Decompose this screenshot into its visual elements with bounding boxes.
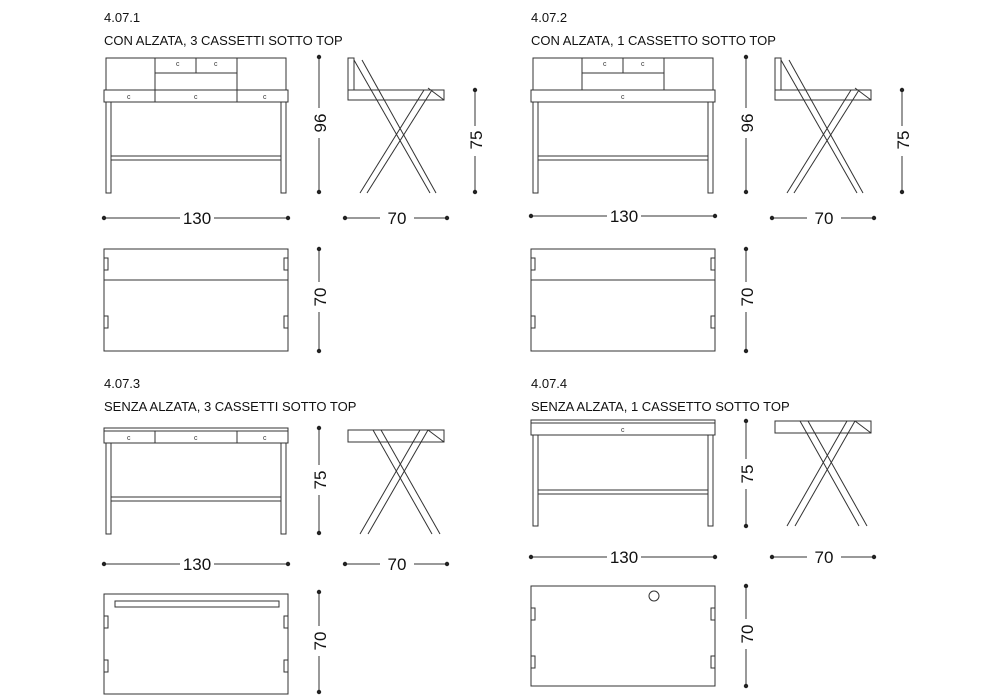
leg: [106, 102, 111, 193]
dimension-label: 130: [609, 548, 639, 567]
drawer-handle: c: [641, 61, 645, 68]
front-elevation: [104, 58, 288, 193]
dimension-label: 96: [311, 113, 330, 133]
side-elevation: [775, 58, 871, 193]
drawer-handle: c: [194, 435, 198, 442]
plan-view: [531, 249, 715, 351]
dimension-width: [102, 208, 290, 228]
dimension-plan-depth: [735, 247, 757, 353]
front-elevation: [104, 428, 288, 534]
cable-grommet: [649, 591, 659, 601]
plan-view: [104, 594, 288, 694]
plan-view: [531, 586, 715, 686]
dimension-depth: [770, 547, 876, 567]
variant-code: 4.07.2: [531, 10, 568, 25]
dimension-label: 70: [387, 209, 407, 228]
dimension-width: [529, 206, 717, 226]
side-elevation: [348, 430, 444, 534]
variant-caption: CON ALZATA, 1 CASSETTO SOTTO TOP: [531, 33, 776, 48]
drawer-handle: c: [127, 435, 131, 442]
dimension-label: 70: [311, 631, 330, 651]
variant-caption: SENZA ALZATA, 3 CASSETTI SOTTO TOP: [104, 399, 357, 414]
dimension-label: 75: [894, 130, 913, 150]
drawer-handle: c: [621, 427, 625, 434]
plan-view: [104, 249, 288, 351]
dimension-label: 130: [609, 207, 639, 226]
dimension-label: 75: [738, 464, 757, 484]
drawer-handle: c: [194, 94, 198, 101]
dimension-label: 70: [387, 555, 407, 574]
dimension-label: 96: [738, 113, 757, 133]
dimension-depth: [343, 208, 449, 228]
dimension-height: [308, 55, 330, 194]
dimension-label: 70: [311, 287, 330, 307]
dimension-plan-depth: [308, 590, 330, 694]
drawer-handle: c: [214, 61, 218, 68]
dimension-desk-height: [891, 88, 913, 194]
drawer-handle: c: [176, 61, 180, 68]
variant-caption: CON ALZATA, 3 CASSETTI SOTTO TOP: [104, 33, 343, 48]
drawer-handle: c: [127, 94, 131, 101]
dimension-label: 70: [814, 209, 834, 228]
variant-code: 4.07.1: [104, 10, 141, 25]
leg: [281, 102, 286, 193]
dimension-height: [735, 419, 757, 528]
variant-code: 4.07.3: [104, 376, 141, 391]
dimension-label: 75: [311, 470, 330, 490]
dimension-label: 130: [182, 555, 212, 574]
variant-4-07-3: [102, 376, 449, 694]
variant-4-07-2: [529, 10, 913, 353]
dimension-label: 75: [467, 130, 486, 150]
drawer-handle: c: [603, 61, 607, 68]
dimension-desk-height: [464, 88, 486, 194]
variant-caption: SENZA ALZATA, 1 CASSETTO SOTTO TOP: [531, 399, 790, 414]
dimension-label: 70: [738, 624, 757, 644]
side-elevation: [775, 421, 871, 526]
dimension-width: [102, 554, 290, 574]
variant-4-07-4: [529, 376, 876, 688]
variant-code: 4.07.4: [531, 376, 568, 391]
dimension-plan-depth: [308, 247, 330, 353]
front-elevation: [531, 58, 715, 193]
dimension-label: 130: [182, 209, 212, 228]
drawer-handle: c: [621, 94, 625, 101]
dimension-plan-depth: [735, 584, 757, 688]
variant-4-07-1: [102, 10, 486, 353]
drawer-handle: c: [263, 435, 267, 442]
front-elevation: [531, 420, 715, 526]
dimension-height: [735, 55, 757, 194]
drawer-handle: c: [263, 94, 267, 101]
dimension-label: 70: [814, 548, 834, 567]
dimension-depth: [343, 554, 449, 574]
dimension-height: [308, 426, 330, 535]
dimension-depth: [770, 208, 876, 228]
dimension-width: [529, 547, 717, 567]
dimension-label: 70: [738, 287, 757, 307]
side-elevation: [348, 58, 444, 193]
